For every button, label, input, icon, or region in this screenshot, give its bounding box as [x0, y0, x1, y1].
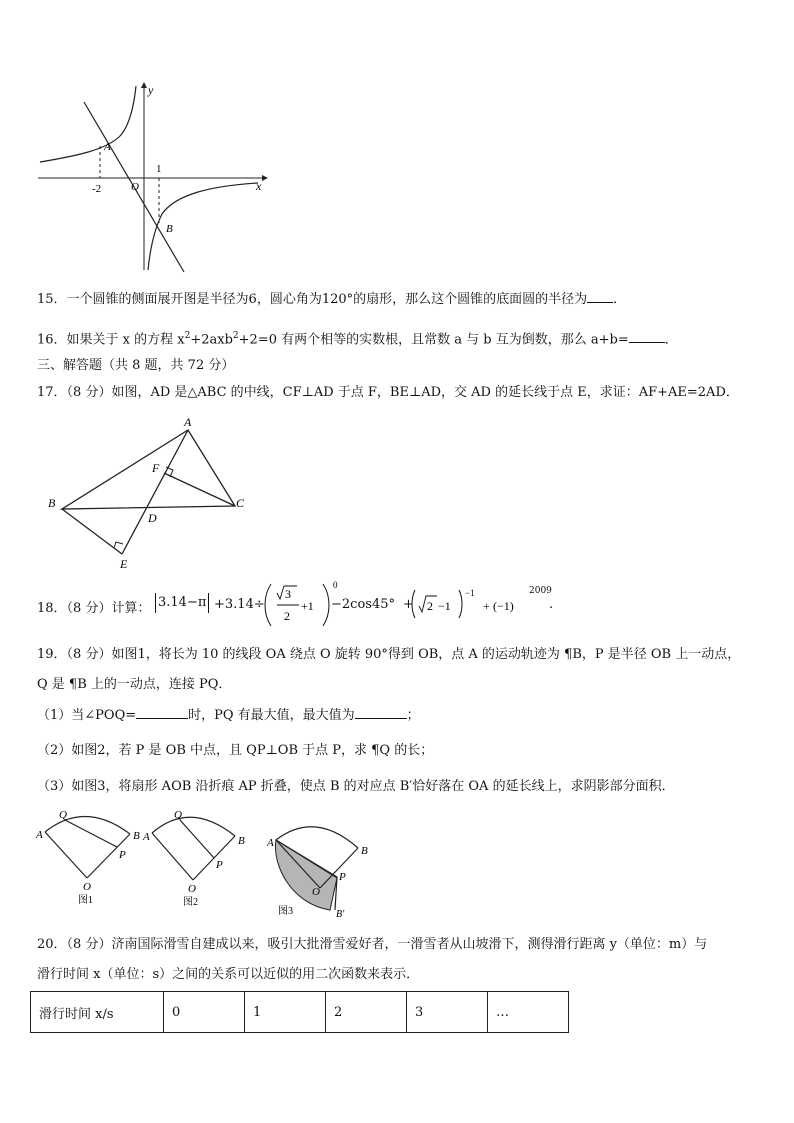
vertex-a-label: A: [184, 415, 192, 429]
table-cell: 0: [164, 992, 245, 1033]
svg-text:Q: Q: [174, 809, 182, 821]
point-f-label: F: [152, 461, 160, 475]
svg-text:3: 3: [285, 587, 291, 601]
svg-text:图1: 图1: [78, 895, 93, 906]
svg-text:B: B: [133, 830, 140, 842]
question-15: 15．一个圆锥的侧面展开图是半径为6，圆心角为120°的扇形，那么这个圆锥的底面圆的半径为 ．: [37, 292, 627, 307]
point-d-label: D: [148, 511, 157, 525]
data-table: [30, 991, 569, 1033]
figure-1: [35, 809, 140, 906]
vertex-b-label: B: [48, 496, 56, 510]
question-19-part3: （3）如图3，将扇形 AOB 沿折痕 AP 折叠，使点 B 的对应点 B′恰好落在 OA 的延长线上，求阴影部分面积．: [37, 779, 675, 794]
table-cell: …: [488, 992, 569, 1033]
point-b-label: B: [166, 223, 173, 235]
question-20-line2: 滑行时间 x（单位：s）之间的关系可以近似的用二次函数来表示．: [37, 967, 420, 982]
section-heading: 三、解答题（共 8 题，共 72 分）: [37, 358, 235, 373]
table-cell: 2: [326, 992, 407, 1033]
tick-one: 1: [156, 163, 162, 175]
y-axis-label: y: [148, 83, 154, 97]
question-18: 18．（8 分）计算： 3.14−π +3.14÷ 3 2 +1 0 −2cos45° + 2 −1 −1 + (−1) 2009 .: [37, 580, 777, 630]
svg-text:P: P: [339, 871, 346, 883]
svg-text:B′: B′: [336, 909, 345, 918]
svg-text:+1: +1: [301, 599, 314, 613]
svg-text:A: A: [267, 837, 274, 849]
question-20-line1: 20．（8 分）济南国际滑雪自建成以来，吸引大批滑雪爱好者，一滑雪者从山坡滑下，测得滑行距离 y（单位：m）与: [37, 937, 708, 952]
svg-text:(−1): (−1): [493, 599, 514, 613]
vertex-c-label: C: [236, 496, 245, 510]
question-19-line1: 19．（8 分）如图1，将长为 10 的线段 OA 绕点 O 旋转 90°得到 OB，点 A 的运动轨迹为 ¶B，P 是半径 OB 上一动点，: [37, 647, 741, 662]
svg-text:O: O: [83, 881, 91, 893]
svg-text:P: P: [216, 859, 223, 871]
table-cell: 1: [245, 992, 326, 1033]
figure-3: [266, 827, 368, 918]
svg-text:A: A: [36, 829, 43, 841]
hyperbola-line-graph: [36, 80, 276, 275]
svg-text:B: B: [361, 845, 368, 857]
svg-text:O: O: [312, 886, 320, 898]
absolute-value: 3.14−π: [155, 593, 209, 613]
svg-text:Q: Q: [59, 809, 67, 821]
sector-figures: [30, 806, 390, 918]
svg-text:B: B: [238, 835, 245, 847]
table-cell: 3: [407, 992, 488, 1033]
point-e-label: E: [120, 557, 128, 571]
question-19-part2: （2）如图2，若 P 是 OB 中点，且 QP⊥OB 于点 P，求 ¶Q 的长；: [37, 743, 434, 758]
svg-text:图2: 图2: [183, 897, 198, 908]
table-row: [31, 992, 569, 1033]
svg-text:2: 2: [284, 609, 290, 623]
svg-text:−1: −1: [438, 599, 451, 613]
svg-text:图3: 图3: [278, 906, 293, 917]
triangle-figure: [40, 412, 260, 572]
svg-text:P: P: [119, 849, 126, 861]
question-19-part1: （1）当∠POQ= 时，PQ 有最大值，最大值为 ；: [37, 708, 420, 723]
svg-text:A: A: [143, 831, 150, 843]
question-17: 17．（8 分）如图，AD 是△ABC 的中线，CF⊥AD 于点 F，BE⊥AD，交 AD 的延长线于点 E，求证：AF+AE=2AD．: [37, 385, 739, 400]
tick-neg2: -2: [92, 183, 102, 195]
question-19-line2: Q 是 ¶B 上的一动点，连接 PQ．: [37, 677, 232, 692]
sqrt-power: [411, 586, 523, 622]
svg-text:0: 0: [333, 580, 338, 590]
table-header-cell: 滑行时间 x/s: [31, 992, 164, 1033]
point-a-label: A: [104, 141, 111, 153]
svg-text:O: O: [188, 883, 196, 895]
svg-text:+: +: [483, 599, 490, 613]
origin-label: O: [131, 181, 139, 193]
svg-text:2: 2: [427, 599, 433, 613]
svg-text:−1: −1: [465, 588, 475, 598]
question-16: 16．如果关于 x 的方程 $x^2+2axb^2+2=0$ 有两个相等的实数根，且常数 a 与 b 互为倒数，那么 a+b= ．: [37, 331, 678, 348]
figure-2: [142, 809, 245, 908]
x-axis-label: x: [256, 179, 262, 193]
